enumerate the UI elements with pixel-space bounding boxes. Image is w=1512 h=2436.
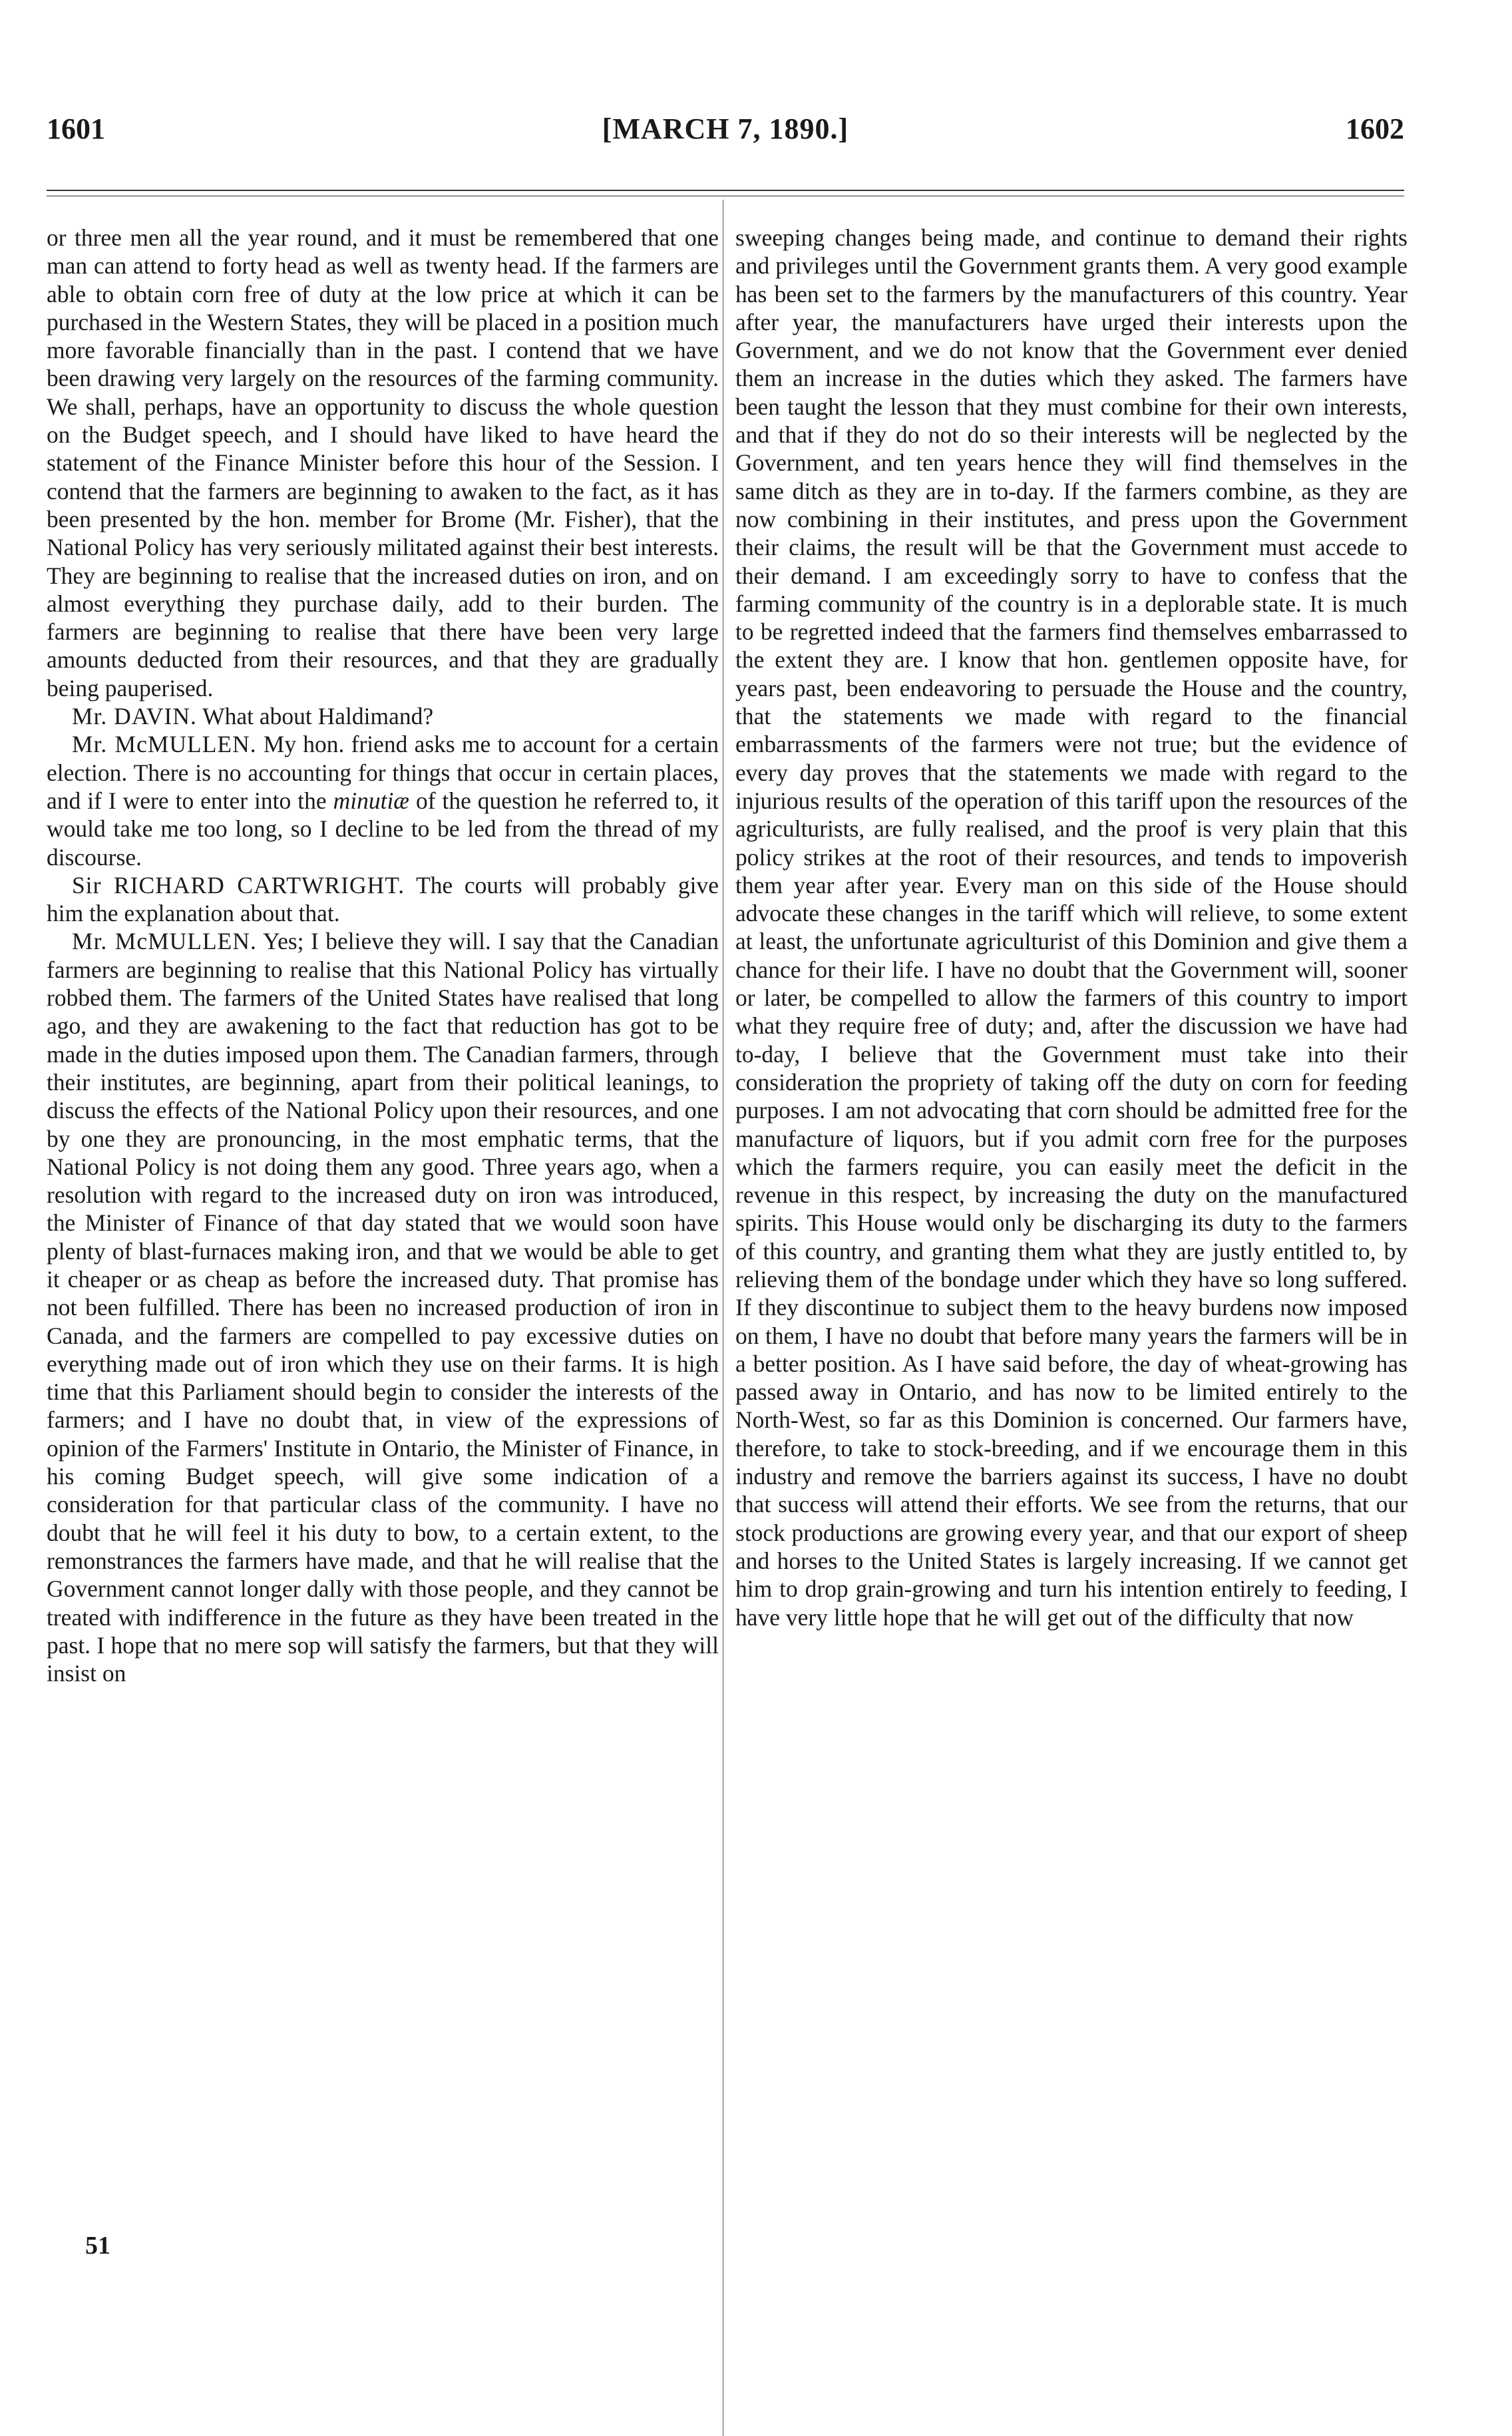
header-rule — [47, 190, 1404, 191]
left-column — [47, 224, 719, 1687]
speech-davin — [47, 702, 719, 730]
page-header — [47, 112, 1404, 158]
paragraph: or three men all the year round, and it must be remembered that one man can attend to forty head as well as twenty head. If the farmers are able to obtain corn free of duty at the low price at which it can be purchased in the Western States, they will be placed in a position much more favorable financially than in the past. I contend that we have been drawing very largely on the resources of the farming community. We shall, perhaps, have an opportunity to discuss the whole question on the Budget speech, and I should have liked to have heard the statement of the Finance Minister before this hour of the Session. I contend that the farmers are beginning to awaken to the fact, as it has been presented by the hon. member for Brome (Mr. Fisher), that the National Policy has very seriously militated against their best interests. They are beginning to realise that the increased duties on iron, and on almost everything they purchase daily, add to their burden. The farmers are beginning to realise that there have been very large amounts deducted from their resources, and that they are gradually being pauperised. — [47, 224, 719, 702]
page-number-left: 1601 — [47, 112, 105, 145]
page-number-right: 1602 — [1346, 112, 1404, 145]
speech-mcmullen-2 — [47, 927, 719, 1687]
speaker-name: Mr. DAVIN. — [72, 703, 197, 730]
speech-text: My hon. friend asks me to account for a certain election. There is no accounting for things that occur in certain places, and if I were to enter into the — [47, 731, 719, 814]
speaker-name: Mr. McMULLEN. — [72, 731, 257, 758]
speaker-name: Sir RICHARD CARTWRIGHT. — [72, 871, 405, 899]
speech-text: The courts will probably give him the explanation about that. — [47, 871, 719, 927]
speech-mcmullen-1 — [47, 730, 719, 871]
speech-text: What about Haldimand? — [202, 703, 434, 730]
signature-mark: 51 — [85, 2232, 110, 2260]
italic-term: minutiæ — [333, 787, 409, 814]
speech-cartwright — [47, 871, 719, 928]
speech-text: Yes; I believe they will. I say that the Canadian farmers are beginning to realise that this National Policy has virtually robbed them. The farmers of the United States have realised that long ago, and they are awakening to the fact that reduction has got to be made in the duties imposed upon them. The Canadian farmers, through their institutes, are beginning, apart from their political leanings, to discuss the effects of the National Policy upon their resources, and one by one they are pronouncing, in the most emphatic terms, that the National Policy is not doing them any good. Three years ago, when a resolution with regard to the increased duty on iron was introduced, the Minister of Finance of that day stated that we would soon have plenty of blast-furnaces making iron, and that we would be able to get it cheaper or as cheap as before the increased duty. That promise has not been fulfilled. There has been no increased production of iron in Canada, and the farmers are compelled to pay excessive duties on everything made out of iron which they use on their farms. It is high time that this Parliament should begin to consider the interests of the farmers; and I have no doubt that, in view of the expressions of opinion of the Farmers' Institute in Ontario, the Minister of Finance, in his coming Budget speech, will give some indication of a consideration for that particular class of the community. I have no doubt that he will feel it his duty to bow, to a certain extent, to the remonstrances the farmers have made, and that he will realise that the Government cannot longer dally with those people, and they cannot be treated with indifference in the future as they have been treated in the past. I hope that no mere sop will satisfy the farmers, but that they will insist on — [47, 928, 719, 1687]
paragraph: sweeping changes being made, and continue to demand their rights and privileges until the Government grants them. A very good example has been set to the farmers by the manufacturers of this country. Year after year, the manufacturers have urged their interests upon the Government, and we do not know that the Government ever denied them an increase in the duties which they asked. The farmers have been taught the lesson that they must combine for their own interests, and that if they do not do so their interests will be neglected by the Government, and ten years hence they will find themselves in the same ditch as they are in to-day. If the farmers combine, as they are now combining in their institutes, and press upon the Government their claims, the result will be that the Government must accede to their demand. I am exceedingly sorry to have to confess that the farming community of the country is in a deplorable state. It is much to be regretted indeed that the farmers find themselves embarrassed to the extent they are. I know that hon. gentlemen opposite have, for years past, been endeavoring to persuade the House and the country, that the statements we made with regard to the financial embarrassments of the farmers were not true; but the evidence of every day proves that the statements we made with regard to the injurious results of the operation of this tariff upon the resources of the agriculturists, are fully realised, and the proof is very plain that this policy strikes at the root of their resources, and tends to impoverish them year after year. Every man on this side of the House should advocate these changes in the tariff which will relieve, to some extent at least, the unfortunate agriculturist of this Dominion and give them a chance for their life. I have no doubt that the Government will, sooner or later, be compelled to allow the farmers of this country to import what they require free of duty; and, after the discussion we have had to-day, I believe that the Government must take into their consideration the propriety of taking off the duty on corn for feeding purposes. I am not advocating that corn should be admitted free for the manufacture of liquors, but if you admit corn free for the purposes which the farmers require, you can easily meet the deficit in the revenue in this respect, by increasing the duty on the manufactured spirits. This House would only be discharging its duty to the farmers of this country, and granting them what they are justly entitled to, by relieving them of the bondage under which they have so long suffered. If they discontinue to subject them to the heavy burdens now imposed on them, I have no doubt that before many years the farmers will be in a better position. As I have said before, the day of wheat-growing has passed away in Ontario, and has now to be limited entirely to the North-West, so far as this Dominion is concerned. Our farmers have, therefore, to take to stock-breeding, and if we encourage them in this industry and remove the barriers against its success, I have no doubt that success will attend their efforts. We see from the returns, that our stock productions are growing every year, and that our export of sheep and horses to the United States is largely increasing. If we cannot get him to drop grain-growing and turn his intention entirely to feeding, I have very little hope that he will get out of the difficulty that now — [735, 224, 1408, 1631]
speaker-name: Mr. McMULLEN. — [72, 928, 257, 955]
page-date: [MARCH 7, 1890.] — [602, 112, 849, 145]
speech-text: of the question he referred to, it would take me too long, so I decline to be led from the thread of my discourse. — [47, 787, 719, 871]
right-column — [735, 224, 1408, 1631]
